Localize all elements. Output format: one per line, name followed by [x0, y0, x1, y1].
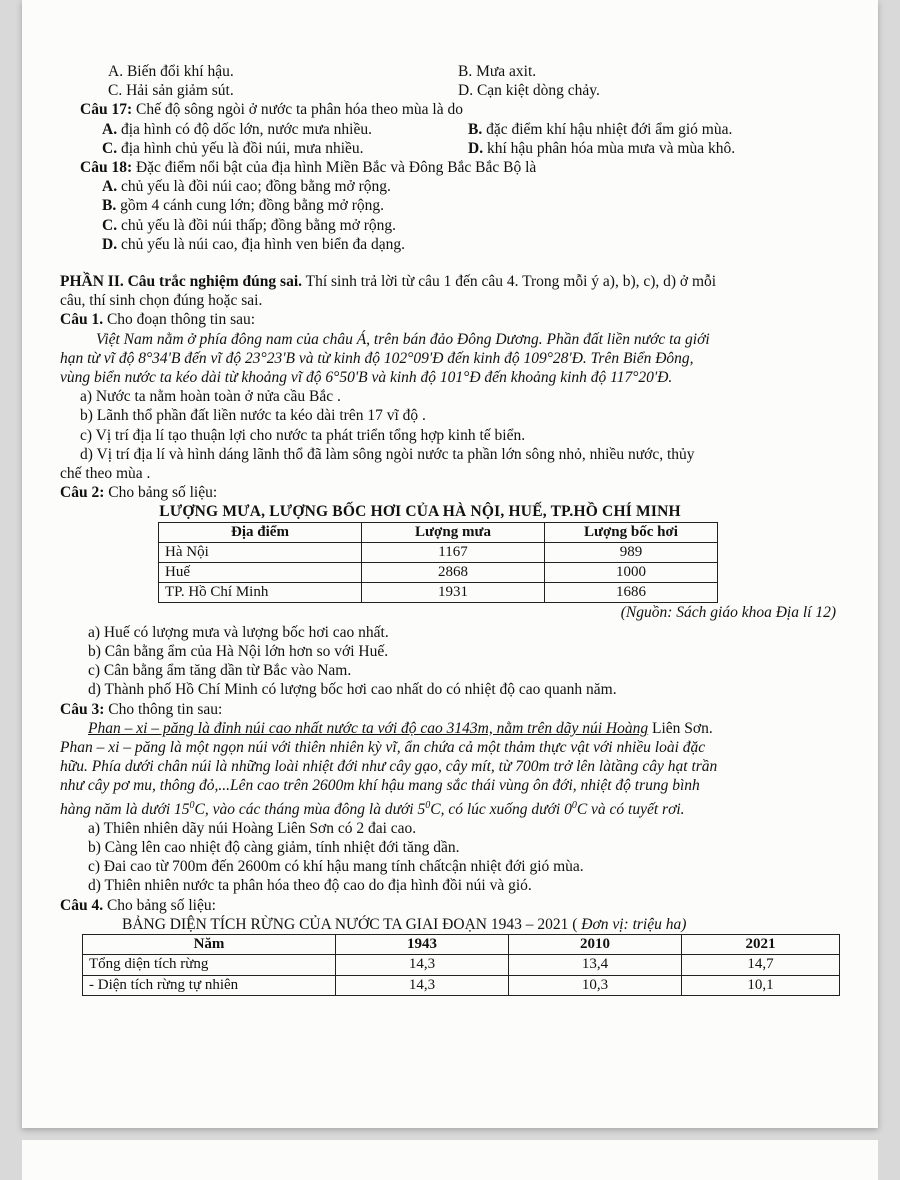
c4-label: Câu 4. — [60, 896, 104, 914]
c1-text: Cho đoạn thông tin sau: — [106, 311, 256, 329]
q17-b-text: đặc điểm khí hậu nhiệt đới ẩm gió mùa. — [486, 120, 733, 138]
c4-cell-2010: 13,4 — [509, 955, 682, 975]
c3-line5-part-a: hàng năm là dưới 15 — [60, 800, 190, 818]
c2-cell-rainfall: 2868 — [362, 563, 545, 583]
c1-statement-a: a) Nước ta nằm hoàn toàn ở nửa cầu Bắc . — [80, 388, 341, 406]
q17-text: Chế độ sông ngòi ở nước ta phân hóa theo mùa là do — [135, 101, 463, 119]
c2-question — [60, 483, 840, 502]
part2-heading: PHẦN II. Câu trắc nghiệm đúng sai. — [60, 273, 302, 291]
c4-question — [60, 896, 840, 915]
c4-cell-1943: 14,3 — [336, 975, 509, 995]
q16-options-row-2 — [60, 81, 840, 100]
section-gap — [60, 254, 840, 272]
c3-paragraph-line-3: hữu. Phía dưới chân núi là những loài nhiệt đới như cây gạo, cây mít, từ 700m trở lên làtầng cây hạt trần — [60, 758, 718, 776]
c3-line5-part-c: C, có lúc xuống dưới 0 — [430, 800, 572, 818]
c4-cell-2021: 14,7 — [682, 955, 840, 975]
part2-intro-line-1: Thí sinh trả lời từ câu 1 đến câu 4. Trong mỗi ý a), b), c), d) ở mỗi — [305, 273, 717, 291]
c3-paragraph-line-4: như cây pơ mu, thông đỏ,...Lên cao trên 2600m khí hậu mang sắc thái vùng ôn đới, nhiệt độ trung bình — [60, 777, 700, 795]
q18-a-text: chủ yếu là đồi núi cao; đồng bằng mở rộng. — [120, 178, 391, 196]
q16-options-row-1 — [60, 62, 840, 81]
c2-source: (Nguồn: Sách giáo khoa Địa lí 12) — [620, 604, 836, 622]
degree-sup: 0 — [425, 799, 431, 811]
part2-intro — [60, 272, 840, 291]
c1-statement-c: c) Vị trí địa lí tạo thuận lợi cho nước ta phát triển tổng hợp kinh tế biển. — [80, 426, 526, 444]
c4-cell-2010: 10,3 — [509, 975, 682, 995]
q17-a-text: địa hình có độ dốc lớn, nước mưa nhiều. — [120, 120, 372, 138]
c4-header-1943: 1943 — [336, 935, 509, 955]
c3-statement-c: c) Đai cao từ 700m đến 2600m có khí hậu mang tính chấtcận nhiệt đới gió mùa. — [88, 858, 584, 876]
degree-sup: 0 — [571, 799, 577, 811]
c4-table-title — [60, 915, 840, 934]
q18-option-b — [60, 196, 840, 215]
c2-cell-evaporation: 1000 — [545, 563, 718, 583]
c2-statement-d: d) Thành phố Hồ Chí Minh có lượng bốc hơi cao nhất do có nhiệt độ cao quanh năm. — [88, 681, 617, 699]
c3-statement-a: a) Thiên nhiên dãy núi Hoàng Liên Sơn có 2 đai cao. — [88, 819, 417, 837]
c2-cell-location: Hà Nội — [159, 542, 362, 562]
q18-text: Đặc điểm nổi bật của địa hình Miền Bắc và Đông Bắc Bắc Bộ là — [135, 159, 537, 177]
c1-question — [60, 310, 840, 329]
c2-statement-b: b) Cân bằng ẩm của Hà Nội lớn hơn so với Huế. — [88, 642, 389, 660]
q17-options-row-1 — [60, 120, 840, 139]
q18-option-c — [60, 216, 840, 235]
c2-cell-rainfall: 1931 — [362, 583, 545, 603]
c3-paragraph-line-1-end: Liên Sơn. — [648, 719, 713, 737]
c1-label: Câu 1. — [60, 311, 104, 329]
c2-label: Câu 2: — [60, 484, 105, 502]
c4-header-2021: 2021 — [682, 935, 840, 955]
q18-c-key: C. — [102, 216, 118, 234]
next-page-edge — [22, 1140, 878, 1180]
q17-option-a — [102, 120, 468, 139]
c4-cell-2021: 10,1 — [682, 975, 840, 995]
c4-table-unit: Đơn vị: triệu ha) — [577, 915, 687, 933]
q18-b-key: B. — [102, 197, 117, 215]
q17-option-c — [102, 139, 468, 158]
q18-d-text: chủ yếu là núi cao, địa hình ven biển đa dạng. — [120, 235, 406, 253]
q17-options-row-2 — [60, 139, 840, 158]
c3-label: Câu 3: — [60, 700, 105, 718]
c2-statement-a: a) Huế có lượng mưa và lượng bốc hơi cao nhất. — [88, 623, 389, 641]
q17-d-key: D. — [468, 139, 484, 157]
c2-table-header-row — [159, 522, 718, 542]
c4-table-title-main: BẢNG DIỆN TÍCH RỪNG CỦA NƯỚC TA GIAI ĐOẠN 1943 – 2021 ( — [122, 915, 578, 933]
q17-question — [60, 100, 840, 119]
c1-paragraph-line-2: hạn từ vĩ độ 8°34'B đến vĩ độ 23°23'B và từ kinh độ 102°09'Đ đến kinh độ 109°28'Đ. Trên Biển Đông, — [60, 349, 694, 367]
c4-cell-1943: 14,3 — [336, 955, 509, 975]
q17-label: Câu 17: — [80, 101, 133, 119]
q17-c-key: C. — [102, 139, 118, 157]
c3-line5-part-d: C và có tuyết rơi. — [576, 800, 685, 818]
q18-c-text: chủ yếu là đồi núi thấp; đồng bằng mở rộng. — [120, 216, 397, 234]
c3-paragraph-line-2: Phan – xi – păng là một ngọn núi với thiên nhiên kỳ vĩ, ẩn chứa cả một thảm thực vật với nhiều loài đặc — [60, 738, 706, 756]
q16-option-d: D. Cạn kiệt dòng chảy. — [458, 82, 600, 100]
q17-a-key: A. — [102, 120, 118, 138]
table-row — [159, 542, 718, 562]
c1-paragraph-line-1: Việt Nam nằm ở phía đông nam của châu Á, trên bán đảo Đông Dương. Phần đất liền nước ta giới — [96, 330, 710, 348]
c3-paragraph-line-1-underlined: Phan – xi – păng là đỉnh núi cao nhất nước ta với độ cao 3143m, nằm trên dãy núi Hoàng — [88, 719, 649, 737]
q18-d-key: D. — [102, 235, 118, 253]
c2-cell-location: Huế — [159, 563, 362, 583]
table-row — [159, 583, 718, 603]
c3-question — [60, 700, 840, 719]
c2-cell-location: TP. Hồ Chí Minh — [159, 583, 362, 603]
c2-cell-evaporation: 989 — [545, 542, 718, 562]
c3-text: Cho thông tin sau: — [108, 700, 223, 718]
c2-header-rainfall: Lượng mưa — [362, 522, 545, 542]
c3-line5-part-b: C, vào các tháng mùa đông là dưới 5 — [194, 800, 426, 818]
q18-question — [60, 158, 840, 177]
c4-cell-label: Tổng diện tích rừng — [83, 955, 336, 975]
q16-option-b: B. Mưa axit. — [458, 63, 537, 80]
c4-text: Cho bảng số liệu: — [106, 896, 216, 914]
c4-data-table — [82, 934, 840, 996]
c2-cell-evaporation: 1686 — [545, 583, 718, 603]
c2-statement-c: c) Cân bằng ẩm tăng dần từ Bắc vào Nam. — [88, 662, 352, 680]
c3-paragraph-line-1 — [60, 719, 840, 738]
q18-b-text: gồm 4 cánh cung lớn; đồng bằng mở rộng. — [120, 197, 385, 215]
q17-d-text: khí hậu phân hóa mùa mưa và mùa khô. — [486, 139, 736, 157]
c3-statement-b: b) Càng lên cao nhiệt độ càng giảm, tính nhiệt đới tăng dần. — [88, 839, 460, 857]
c2-cell-rainfall: 1167 — [362, 542, 545, 562]
c4-cell-label: - Diện tích rừng tự nhiên — [83, 975, 336, 995]
exam-content — [60, 62, 840, 996]
q18-option-d — [60, 235, 840, 254]
q16-option-a: A. Biến đổi khí hậu. — [108, 63, 234, 80]
q17-b-key: B. — [468, 120, 483, 138]
table-row — [83, 955, 840, 975]
c1-statement-d-line-1: d) Vị trí địa lí và hình dáng lãnh thổ đã làm sông ngòi nước ta phần lớn sông nhỏ, nhiều nước, thủy — [80, 445, 695, 463]
q17-option-d — [468, 139, 735, 158]
c1-statement-d-line-2: chế theo mùa . — [60, 465, 151, 483]
c3-statement-d: d) Thiên nhiên nước ta phân hóa theo độ cao do địa hình đồi núi và gió. — [88, 877, 532, 895]
q17-c-text: địa hình chủ yếu là đồi núi, mưa nhiều. — [120, 139, 364, 157]
table-row — [159, 563, 718, 583]
c2-header-evaporation: Lượng bốc hơi — [545, 522, 718, 542]
c4-header-2010: 2010 — [509, 935, 682, 955]
c1-paragraph-line-3: vùng biển nước ta kéo dài từ khoảng vĩ độ 6°50'B và kinh độ 101°Đ đến khoảng kinh độ 117°20'Đ. — [60, 369, 673, 387]
degree-sup: 0 — [189, 799, 195, 811]
q16-option-c: C. Hải sản giảm sút. — [108, 82, 234, 100]
q18-a-key: A. — [102, 178, 118, 196]
q18-label: Câu 18: — [80, 159, 133, 177]
part2-intro-line-2: câu, thí sinh chọn đúng hoặc sai. — [60, 292, 263, 310]
c4-header-year: Năm — [83, 935, 336, 955]
c3-paragraph-line-5 — [60, 796, 840, 819]
q18-option-a — [60, 177, 840, 196]
c2-text: Cho bảng số liệu: — [108, 484, 218, 502]
q17-option-b — [468, 120, 732, 139]
c2-header-location: Địa điểm — [159, 522, 362, 542]
c2-data-table — [158, 522, 718, 604]
c4-table-header-row — [83, 935, 840, 955]
table-row — [83, 975, 840, 995]
c1-statement-b: b) Lãnh thổ phần đất liền nước ta kéo dài trên 17 vĩ độ . — [80, 407, 426, 425]
c2-table-title: LƯỢNG MƯA, LƯỢNG BỐC HƠI CỦA HÀ NỘI, HUẾ, TP.HỒ CHÍ MINH — [159, 503, 681, 521]
